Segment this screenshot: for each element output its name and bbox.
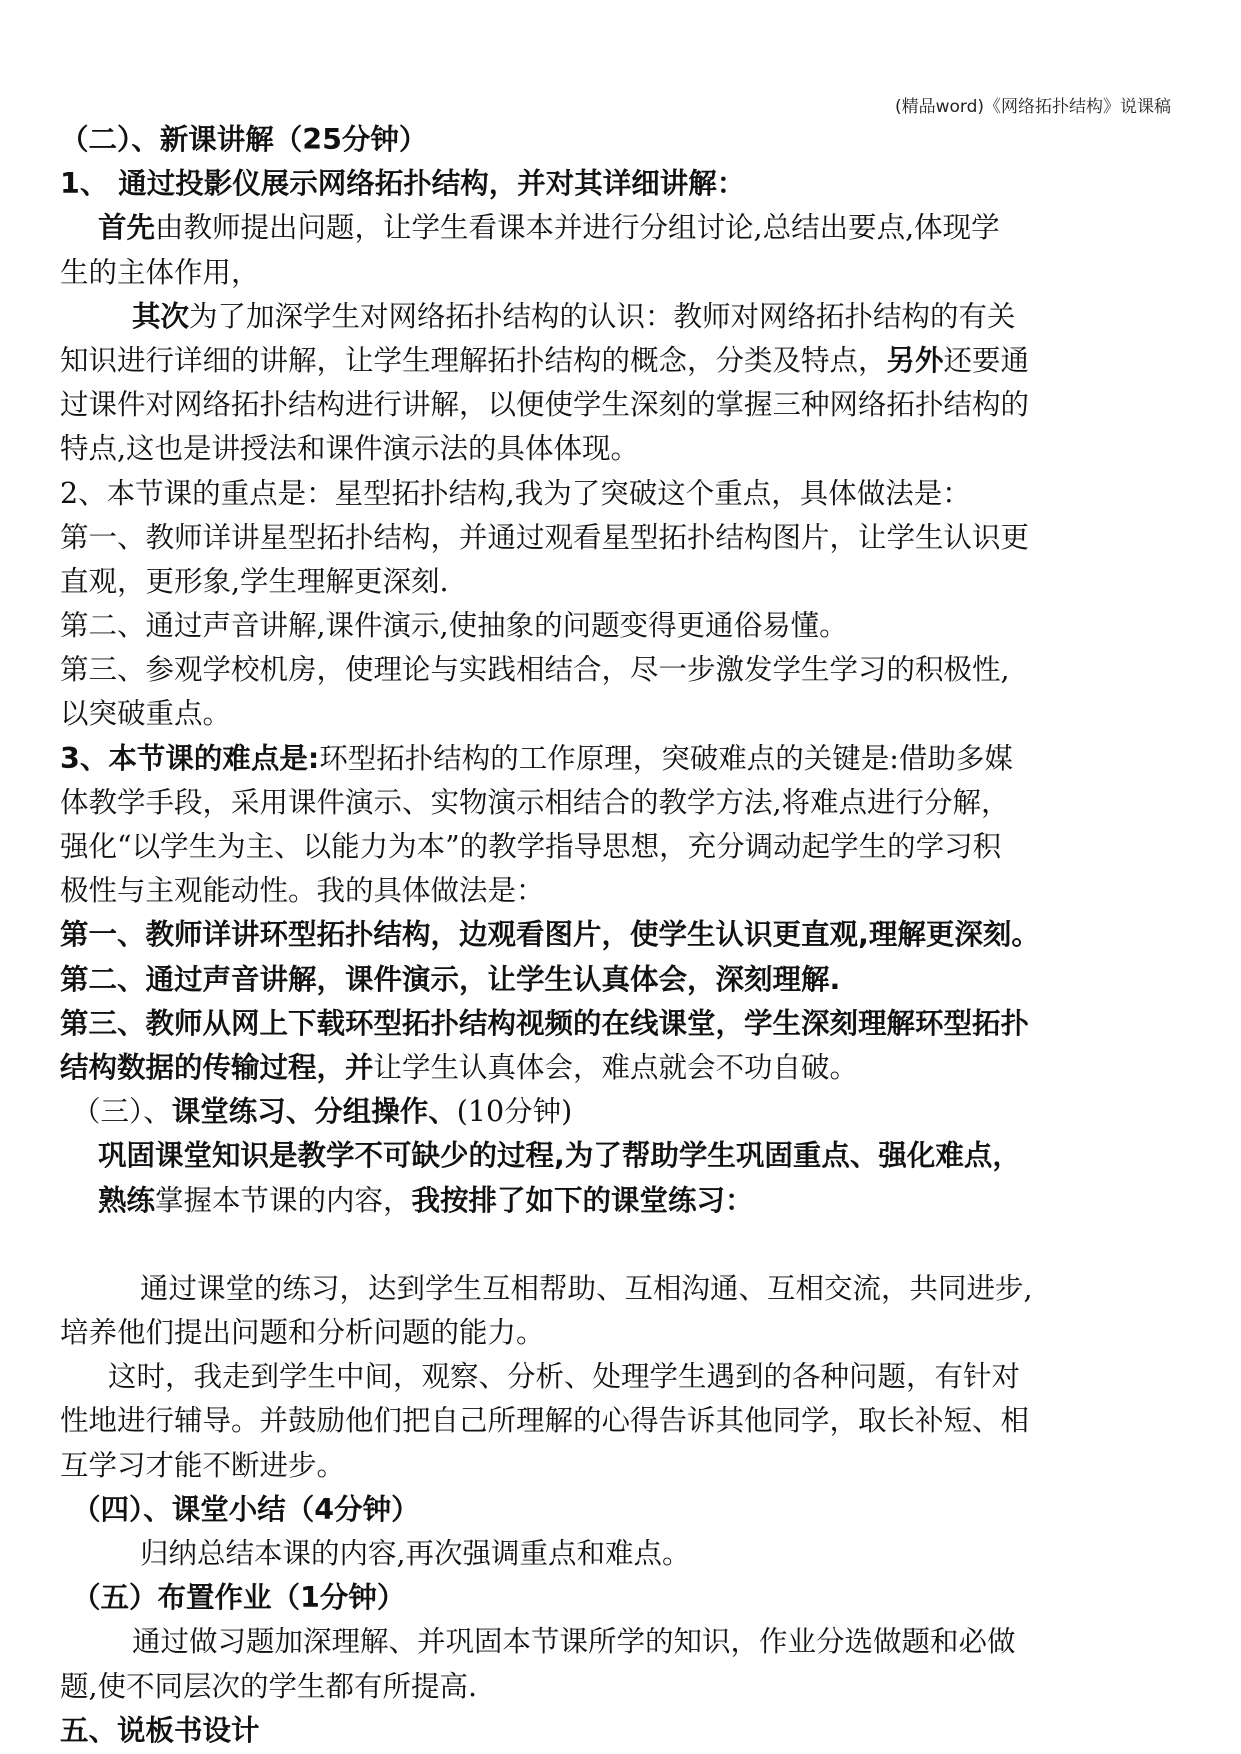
section-heading-summary: （四）、课堂小结（4分钟） — [72, 1492, 420, 1526]
page-header: (精品word)《网络拓扑结构》说课稿 — [894, 97, 1171, 117]
paragraph-line: 2、本节课的重点是：星型拓扑结构,我为了突破这个重点，具体做法是： — [60, 476, 971, 510]
paragraph-line: 首先由教师提出问题，让学生看课本并进行分组讨论,总结出要点,体现学 — [98, 211, 1000, 245]
paragraph-line: 其次为了加深学生对网络拓扑结构的认识：教师对网络拓扑结构的有关 — [132, 299, 1016, 333]
document-body — [60, 118, 1185, 1753]
paragraph-line: 第二、通过声音讲解,课件演示,使抽象的问题变得更通俗易懂。 — [60, 609, 848, 643]
paragraph-line: 直观，更形象,学生理解更深刻. — [60, 564, 449, 598]
paragraph-line-bold: 第二、通过声音讲解，课件演示，让学生认真体会，深刻理解. — [60, 962, 841, 996]
blank-line — [60, 1223, 1185, 1267]
paragraph-line: 过课件对网络拓扑结构进行讲解，以便使学生深刻的掌握三种网络拓扑结构的 — [60, 388, 1030, 422]
emphasis: 结构数据的传输过程，并 — [60, 1050, 374, 1084]
paragraph-line: 结构数据的传输过程，并让学生认真体会，难点就会不功自破。 — [60, 1050, 859, 1084]
paragraph-line-bold: 第三、教师从网上下载环型拓扑结构视频的在线课堂，学生深刻理解环型拓扑 — [60, 1006, 1030, 1040]
paragraph-line-bold: 第一、教师详讲环型拓扑结构，边观看图片，使学生认识更直观,理解更深刻。 — [60, 918, 1040, 952]
emphasis: 另外 — [886, 343, 944, 377]
emphasis: 熟练 — [98, 1183, 156, 1217]
paragraph-line: 这时，我走到学生中间，观察、分析、处理学生遇到的各种问题，有针对 — [108, 1360, 1021, 1394]
paragraph-line: 题,使不同层次的学生都有所提高. — [60, 1669, 478, 1703]
paragraph-line: 强化“以学生为主、以能力为本”的教学指导思想，充分调动起学生的学习积 — [60, 830, 1002, 863]
subheading-1: 1、 通过投影仪展示网络拓扑结构，并对其详细讲解： — [60, 167, 746, 201]
paragraph-line: 知识进行详细的讲解，让学生理解拓扑结构的概念，分类及特点，另外还要通 — [60, 343, 1030, 377]
paragraph-line: 3、本节课的难点是:环型拓扑结构的工作原理，突破难点的关键是:借助多媒 — [60, 741, 1013, 775]
paragraph-line: 生的主体作用， — [60, 255, 260, 289]
paragraph-line: 熟练掌握本节课的内容，我按排了如下的课堂练习： — [98, 1183, 754, 1217]
emphasis: 3、本节课的难点是: — [60, 741, 320, 775]
emphasis: 其次 — [132, 299, 190, 333]
section-heading-board-design: 五、说板书设计 — [60, 1713, 260, 1747]
section-heading-homework: （五）布置作业（1分钟） — [72, 1581, 406, 1615]
paragraph-line: 特点,这也是讲授法和课件演示法的具体体现。 — [60, 432, 640, 466]
paragraph-line-bold: 巩固课堂知识是教学不可缺少的过程,为了帮助学生巩固重点、强化难点， — [98, 1139, 1021, 1173]
paragraph-line: 性地进行辅导。并鼓励他们把自己所理解的心得告诉其他同学，取长补短、相 — [60, 1404, 1030, 1438]
paragraph-line: 极性与主观能动性。我的具体做法是： — [60, 874, 545, 908]
paragraph-line: 培养他们提出问题和分析问题的能力。 — [60, 1316, 545, 1350]
paragraph-line: 第三、参观学校机房，使理论与实践相结合，尽一步激发学生学习的积极性, — [60, 653, 1010, 687]
paragraph-line: 通过课堂的练习，达到学生互相帮助、互相沟通、互相交流，共同进步, — [140, 1271, 1033, 1305]
section-heading-practice: （三）、课堂练习、分组操作、(10分钟) — [72, 1095, 573, 1129]
emphasis: 我按排了如下的课堂练习： — [411, 1183, 754, 1217]
paragraph-line: 以突破重点。 — [60, 697, 232, 731]
paragraph-line: 归纳总结本课的内容,再次强调重点和难点。 — [140, 1537, 691, 1570]
paragraph-line: 第一、教师详讲星型拓扑结构，并通过观看星型拓扑结构图片，让学生认识更 — [60, 520, 1030, 554]
emphasis: 首先 — [98, 211, 156, 245]
paragraph-line: 通过做习题加深理解、并巩固本节课所学的知识，作业分选做题和必做 — [132, 1625, 1016, 1659]
section-heading-new-lesson: （二）、新课讲解（25分钟） — [60, 123, 428, 156]
paragraph-line: 互学习才能不断进步。 — [60, 1448, 346, 1482]
paragraph-line: 体教学手段，采用课件演示、实物演示相结合的教学方法,将难点进行分解， — [60, 785, 1010, 819]
